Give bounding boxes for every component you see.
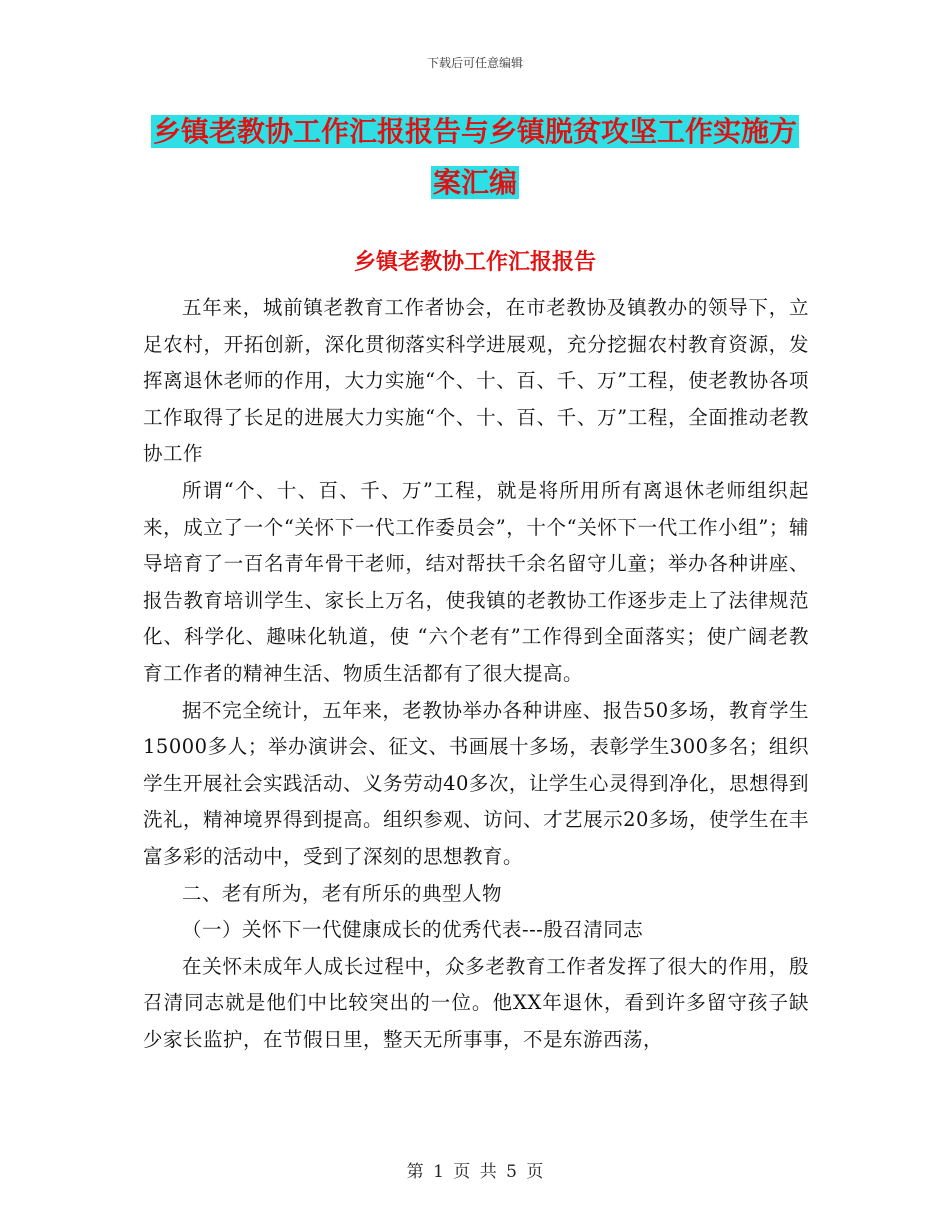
section-heading-2: 二、老有所为，老有所乐的典型人物: [182, 881, 503, 905]
document-body: [143, 290, 809, 1058]
paragraph-2: 所谓“个、十、百、千、万”工程，就是将所用所有离退休老师组织起来，成立了一个“关怀下一代工作委员会”，十个“关怀下一代工作小组”；辅导培育了一百名青年骨干老师，结对帮扶千余名留守儿童；举办各种讲座、报告教育培训学生、家长上万名，使我镇的老教协工作逐步走上了法律规范化、科学化、趣味化轨道，使 “六个老有”工作得到全面落实；使广阔老教育工作者的精神生活、物质生活都有了很大提高。: [143, 478, 809, 685]
document-title: [0, 106, 950, 208]
paragraph-1: 五年来，城前镇老教育工作者协会，在市老教协及镇教办的领导下，立足农村，开拓创新，深化贯彻落实科学进展观，充分挖掘农村教育资源，发挥离退休老师的作用，大力实施“个、十、百、千、万”工程，使老教协各项工作取得了长足的进展大力实施“个、十、百、千、万”工程，全面推动老教协工作: [143, 296, 809, 466]
page-footer: 第 1 页 共 5 页: [406, 1162, 544, 1182]
title-line-2: 案汇编: [432, 166, 517, 199]
paragraph-3: 据不完全统计，五年来，老教协举办各种讲座、报告50多场，教育学生15000多人；举办演讲会、征文、书画展十多场，表彰学生300多名；组织学生开展社会实践活动、义务劳动40多次，让学生心灵得到净化，思想得到洗礼，精神境界得到提高。组织参观、访问、才艺展示20多场，使学生在丰富多彩的活动中，受到了深刻的思想教育。: [143, 698, 809, 868]
title-line-1: 乡镇老教协工作汇报报告与乡镇脱贫攻坚工作实施方: [152, 115, 797, 148]
header-note: 下载后可任意编辑: [426, 56, 523, 70]
subsection-heading-1: （一）关怀下一代健康成长的优秀代表---殷召清同志: [182, 918, 644, 942]
section-title: 乡镇老教协工作汇报报告: [353, 250, 596, 275]
paragraph-4: 在关怀未成年人成长过程中，众多老教育工作者发挥了很大的作用，殷召清同志就是他们中比较突出的一位。他XX年退休，看到许多留守孩子缺少家长监护，在节假日里，整天无所事事，不是东游西荡，: [143, 954, 809, 1051]
